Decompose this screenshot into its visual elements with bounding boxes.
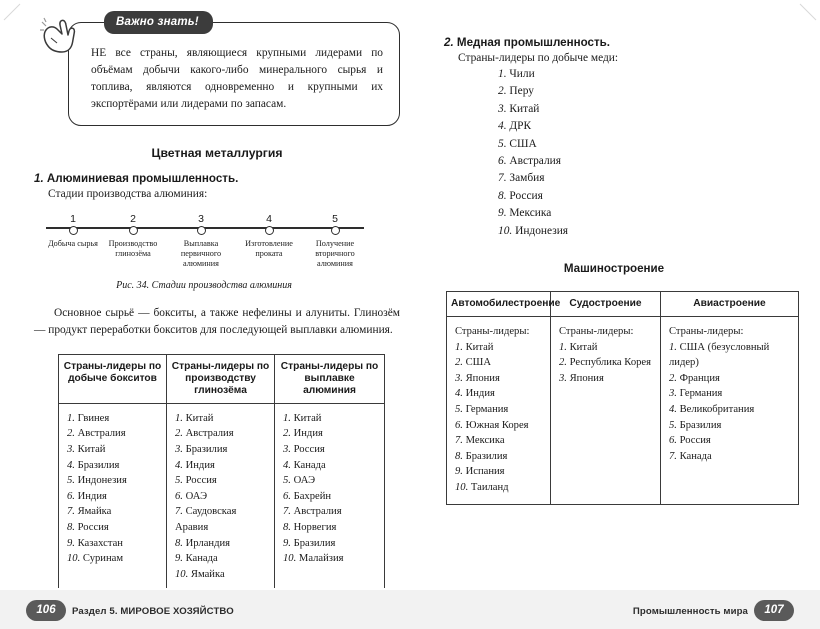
section-title-nonferrous: Цветная металлургия (151, 146, 283, 161)
col-header-aviation: Авиастроение (661, 292, 799, 317)
list-item: 6. Бахрейн (283, 490, 332, 502)
list-item: 6. Индия (67, 490, 107, 502)
heading-copper-index: 2. (444, 36, 454, 49)
list-item: 5. США (498, 137, 537, 150)
timeline-step-3-caption: Выплавка первичного алюминия (180, 239, 222, 269)
cell-aviation-list (661, 317, 799, 505)
list-item: 6. ОАЭ (175, 490, 208, 502)
list-item: 10. Ямайка (175, 568, 225, 580)
machinery-leaders-table (446, 291, 799, 505)
timeline-step-2-dot (129, 226, 138, 235)
callout-title: Важно знать! (104, 11, 213, 34)
heading-aluminium-text: Алюминиевая промышленность. (46, 172, 239, 186)
list-item: 6. Австралия (498, 155, 561, 168)
bauxite-country-list (67, 411, 160, 567)
list-item: 8. Россия (67, 521, 109, 533)
shipbuilding-country-list (559, 340, 654, 387)
timeline-step-4-caption: Изготовление проката (245, 239, 293, 259)
list-item: 5. Индонезия (67, 475, 127, 487)
list-item: 7. Ямайка (67, 506, 112, 518)
list-item: 8. Бразилия (455, 450, 508, 462)
timeline-step-5-dot (331, 226, 340, 235)
page-footer (0, 588, 820, 629)
heading-aluminium-industry (34, 172, 400, 185)
list-item: 2. США (455, 357, 492, 369)
col-header-bauxite-mining: Страны-лидеры по добыче бокситов (59, 354, 167, 403)
list-item: 1. Китай (283, 412, 322, 424)
list-item: 5. ОАЭ (283, 475, 316, 487)
list-item: 2. Австралия (67, 428, 126, 440)
timeline-step-2-caption: Производство глинозёма (108, 239, 158, 259)
list-item: 2. Перу (498, 85, 534, 98)
cell-alumina-list (167, 403, 275, 591)
list-item: 1. Гвинея (67, 412, 110, 424)
callout-box (68, 16, 400, 126)
right-page (418, 0, 820, 590)
list-item: 1. США (безусловный лидер) (669, 341, 770, 369)
timeline-step-1-caption: Добыча сырья (48, 239, 98, 249)
list-item: 7. Саудовская Аравия (175, 506, 237, 533)
list-item: 7. Канада (669, 450, 712, 462)
timeline-step-5-caption: Получение вторичного алюминия (315, 239, 355, 269)
list-item: 3. Россия (283, 444, 325, 455)
smelting-country-list (283, 411, 378, 567)
list-item: 1. Китай (175, 412, 214, 424)
timeline-step-5-number: 5 (332, 213, 338, 226)
list-item: 4. Индия (455, 388, 495, 400)
list-item: 2. Индия (283, 428, 323, 440)
list-item: 4. ДРК (498, 120, 532, 133)
list-item: 5. Германия (455, 404, 509, 416)
aluminium-stages-timeline (40, 214, 370, 276)
timeline-step-3-number: 3 (198, 213, 204, 226)
list-item: 8. Россия (498, 189, 543, 202)
list-item: 3. Китай (498, 102, 540, 115)
list-item: 10. Малайзия (283, 553, 344, 565)
col-header-automotive: Автомобилестроение (447, 292, 551, 317)
aluminium-stages-label: Стадии производства алюминия: (48, 188, 208, 201)
left-page (0, 0, 418, 590)
list-item: 9. Испания (455, 466, 505, 478)
timeline-step-4 (236, 214, 302, 259)
list-item: 10. Индонезия (498, 224, 569, 237)
list-item: 1. Китай (559, 341, 598, 353)
shipbuilding-lead: Страны-лидеры: (559, 326, 634, 338)
timeline-step-3-dot (197, 226, 206, 235)
list-item: 8. Ирландия (175, 537, 231, 549)
timeline-step-2-number: 2 (130, 213, 136, 226)
aluminium-paragraph: Основное сырьё — бокситы, а также нефелины и алуниты. Глинозём — продукт переработки бокситов для последующей выплавки алюминия. (34, 307, 400, 336)
list-item: 7. Мексика (455, 435, 505, 447)
table-header-row (59, 354, 385, 403)
list-item: 6. Россия (669, 435, 711, 447)
list-item: 5. Россия (175, 475, 217, 487)
bauxite-leaders-table (58, 354, 385, 592)
footer-section-label: Раздел 5. МИРОВОЕ ХОЗЯЙСТВО (72, 606, 234, 617)
callout-text: НЕ все страны, являющиеся крупными лидерами по объёмам добычи какого-либо минерального сырья и топлива, являются одновременно и крупными их экспортёрами или лидерами по запасам. (91, 47, 383, 111)
page-number-right: 107 (754, 600, 794, 621)
section-title-machinery: Машиностроение (563, 262, 665, 276)
list-item: 2. Австралия (175, 428, 234, 440)
cell-shipbuilding-list (551, 317, 661, 505)
automotive-lead: Страны-лидеры: (455, 326, 530, 338)
list-item: 4. Бразилия (67, 459, 120, 471)
aviation-country-list (669, 340, 792, 465)
list-item: 7. Замбия (498, 172, 545, 185)
list-item: 2. Республика Корея (559, 357, 651, 369)
list-item: 7. Австралия (283, 506, 342, 518)
col-header-alumina-production: Страны-лидеры по производству глинозёма (167, 354, 275, 403)
list-item: 3. Япония (455, 372, 500, 384)
col-header-shipbuilding: Судостроение (551, 292, 661, 317)
cell-bauxite-list (59, 403, 167, 591)
list-item: 5. Бразилия (669, 419, 722, 431)
list-item: 2. Франция (669, 372, 720, 384)
cell-smelting-list (275, 403, 385, 591)
timeline-step-3 (168, 214, 234, 269)
timeline-step-5 (302, 214, 368, 269)
heading-copper-industry (444, 36, 784, 49)
footer-topic-label: Промышленность мира (632, 606, 748, 617)
list-item: 4. Канада (283, 459, 326, 471)
list-item: 9. Мексика (498, 207, 552, 220)
copper-leaders-list (458, 66, 784, 240)
copper-leaders-label: Страны-лидеры по добыче меди: (458, 52, 619, 64)
list-item: 6. Южная Корея (455, 419, 529, 431)
list-item: 4. Великобритания (669, 404, 755, 416)
timeline-step-1-dot (69, 226, 78, 235)
list-item: 9. Бразилия (283, 537, 336, 549)
table-row (447, 317, 799, 505)
timeline-step-1 (40, 214, 106, 249)
list-item: 10. Суринам (67, 553, 124, 565)
list-item: 8. Норвегия (283, 521, 337, 533)
pointing-hand-icon (38, 16, 82, 60)
table-header-row (447, 292, 799, 317)
list-item: 1. Чили (498, 68, 535, 80)
list-item: 9. Канада (175, 553, 218, 565)
aviation-lead: Страны-лидеры: (669, 326, 744, 338)
list-item: 3. Бразилия (175, 444, 228, 455)
page-number-left: 106 (26, 600, 66, 621)
col-header-aluminium-smelting: Страны-лидеры по выплавке алюминия (275, 354, 385, 403)
figure-caption: Рис. 34. Стадии производства алюминия (116, 280, 292, 292)
list-item: 3. Япония (559, 372, 604, 384)
heading-aluminium-index: 1. (34, 172, 44, 186)
alumina-country-list (175, 411, 268, 583)
list-item: 9. Казахстан (67, 537, 123, 549)
timeline-step-2 (100, 214, 166, 259)
list-item: 3. Германия (669, 388, 723, 400)
cell-automotive-list (447, 317, 551, 505)
timeline-step-4-dot (265, 226, 274, 235)
timeline-step-1-number: 1 (70, 213, 76, 226)
automotive-country-list (455, 340, 544, 496)
list-item: 3. Китай (67, 444, 106, 455)
list-item: 4. Индия (175, 459, 215, 471)
table-row (59, 403, 385, 591)
list-item: 10. Таиланд (455, 482, 509, 493)
timeline-step-4-number: 4 (266, 213, 272, 226)
heading-copper-text: Медная промышленность. (456, 36, 611, 49)
list-item: 1. Китай (455, 341, 494, 353)
